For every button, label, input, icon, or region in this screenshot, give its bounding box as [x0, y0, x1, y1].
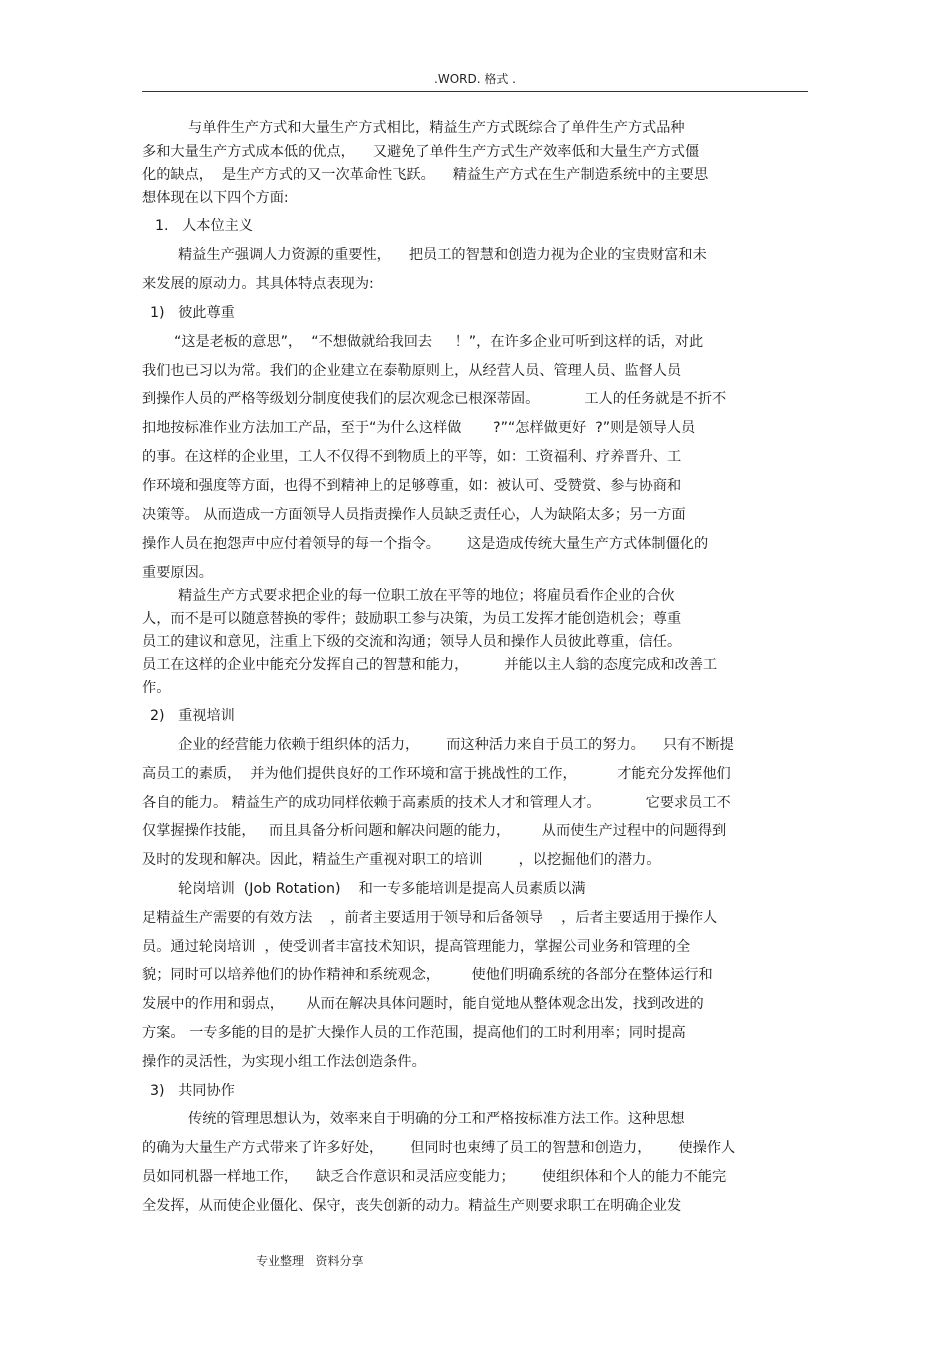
text-line: 操作的灵活性，为实现小组工作法创造条件。: [142, 1054, 426, 1070]
text-line: 及时的发现和解决。因此，精益生产重视对职工的培训 ，以挖掘他们的潜力。: [142, 852, 661, 868]
text-line: 足精益生产需要的有效方法 ，前者主要适用于领导和后备领导 ，后者主要适用于操作人: [142, 910, 718, 926]
text-line: 的确为大量生产方式带来了许多好处， 但同时也束缚了员工的智慧和创造力， 使操作人: [142, 1140, 736, 1156]
subsection-heading: 3) 共同协作: [150, 1083, 235, 1099]
subsection-heading: 1) 彼此尊重: [150, 305, 235, 321]
text-line: 决策等。 从而造成一方面领导人员指责操作人员缺乏责任心，人为缺陷太多；另一方面: [142, 507, 686, 523]
text-line: 员工在这样的企业中能充分发挥自己的智慧和能力， 并能以主人翁的态度完成和改善工: [142, 657, 718, 673]
page-footer: 专业整理 资料分享: [256, 1254, 364, 1268]
text-line: 我们也已习以为常。我们的企业建立在泰勒原则上，从经营人员、管理人员、监督人员: [142, 363, 682, 379]
text-line: 到操作人员的严格等级划分制度使我们的层次观念已根深蒂固。 工人的任务就是不折不: [142, 391, 727, 407]
text-line: 高员工的素质， 并为他们提供良好的工作环境和富于挑战性的工作， 才能充分发挥他们: [142, 766, 731, 782]
text-line: 来发展的原动力。其具体特点表现为:: [142, 276, 374, 292]
text-line: 重要原因。: [142, 565, 213, 581]
text-line: 发展中的作用和弱点， 从而在解决具体问题时，能自觉地从整体观念出发，找到改进的: [142, 996, 704, 1012]
text-line: 仅掌握操作技能， 而且具备分析问题和解决问题的能力， 从而使生产过程中的问题得到: [142, 823, 727, 839]
text-line: 的事。在这样的企业里，工人不仅得不到物质上的平等，如：工资福利、疗养晋升、工: [142, 449, 682, 465]
text-line: 与单件生产方式和大量生产方式相比，精益生产方式既综合了单件生产方式品种: [188, 120, 685, 136]
text-line: 操作人员在抱怨声中应付着领导的每一个指令。 这是造成传统大量生产方式体制僵化的: [142, 536, 709, 552]
text-line: 企业的经营能力依赖于组织体的活力， 而这种活力来自于员工的努力。 只有不断提: [178, 737, 734, 753]
text-line: 各自的能力。 精益生产的成功同样依赖于高素质的技术人才和管理人才。 它要求员工不: [142, 795, 731, 811]
text-line: 精益生产强调人力资源的重要性， 把员工的智慧和创造力视为企业的宝贵财富和未: [178, 247, 707, 263]
text-line: 多和大量生产方式成本低的优点， 又避免了单件生产方式生产效率低和大量生产方式僵: [142, 144, 700, 160]
text-line: 貌；同时可以培养他们的协作精神和系统观念， 使他们明确系统的各部分在整体运行和: [142, 967, 713, 983]
text-line: 方案。 一专多能的目的是扩大操作人员的工作范围，提高他们的工时利用率；同时提高: [142, 1025, 686, 1041]
text-line: 化的缺点， 是生产方式的又一次革命性飞跃。 精益生产方式在生产制造系统中的主要思: [142, 167, 709, 183]
text-line: 传统的管理思想认为，效率来自于明确的分工和严格按标准方法工作。这种思想: [188, 1111, 685, 1127]
text-line: 全发挥，从而使企业僵化、保守，丧失创新的动力。精益生产则要求职工在明确企业发: [142, 1198, 682, 1214]
text-line: 想体现在以下四个方面:: [142, 190, 289, 206]
subsection-heading: 2) 重视培训: [150, 708, 235, 724]
text-line: 员如同机器一样地工作， 缺乏合作意识和灵活应变能力； 使组织体和个人的能力不能完: [142, 1169, 727, 1185]
text-line: 作。: [142, 680, 171, 696]
text-line: 扣地按标准作业方法加工产品，至于“为什么这样做 ?”“怎样做更好 ?”则是领导人员: [142, 420, 696, 436]
text-line: 作环境和强度等方面，也得不到精神上的足够尊重，如：被认可、受赞赏、参与协商和: [142, 478, 682, 494]
text-line: 员。通过轮岗培训 ，使受训者丰富技术知识，提高管理能力，掌握公司业务和管理的全: [142, 939, 691, 955]
text-line: 轮岗培训 (Job Rotation) 和一专多能培训是提高人员素质以满: [178, 881, 586, 897]
text-line: 精益生产方式要求把企业的每一位职工放在平等的地位；将雇员看作企业的合伙: [178, 588, 675, 604]
section-heading: 1. 人本位主义: [155, 218, 254, 234]
text-line: “这是老板的意思”， “不想做就给我回去 ！”，在许多企业可听到这样的话，对此: [174, 334, 704, 350]
text-line: 员工的建议和意见，注重上下级的交流和沟通；领导人员和操作人员彼此尊重，信任。: [142, 634, 682, 650]
text-line: 人，而不是可以随意替换的零件；鼓励职工参与决策，为员工发挥才能创造机会；尊重: [142, 611, 682, 627]
page-header: .WORD. 格式 .: [434, 72, 516, 86]
header-rule: [142, 91, 808, 92]
